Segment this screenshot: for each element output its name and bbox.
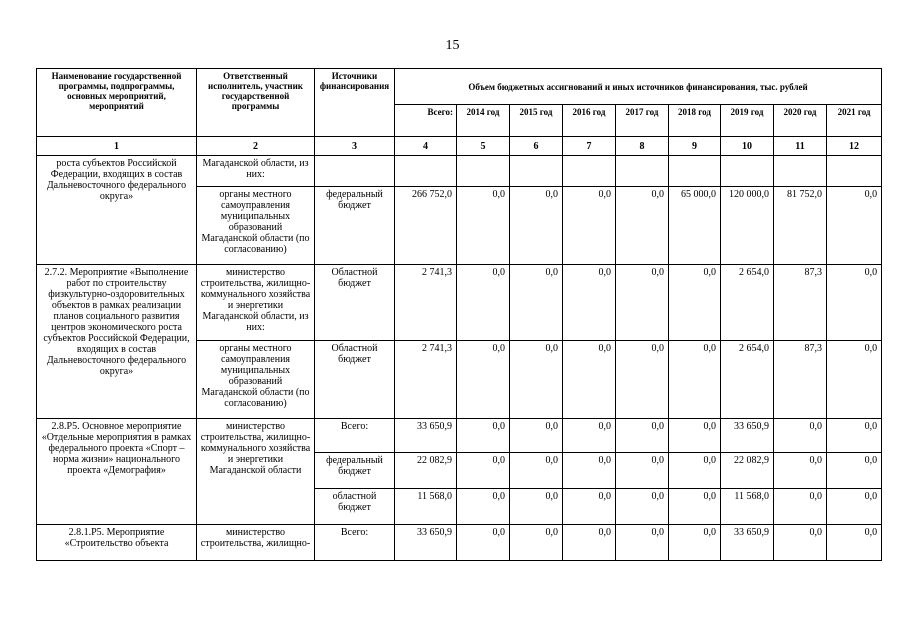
header-year: 2019 год <box>721 105 774 137</box>
budget-table <box>36 68 882 561</box>
row-value: 0,0 <box>669 419 721 453</box>
row-value: 0,0 <box>827 489 882 525</box>
index-cell: 12 <box>827 137 882 156</box>
row-source: Областной бюджет <box>315 265 395 341</box>
row-name: 2.8.1.Р5. Мероприятие «Строительство объекта <box>37 525 197 561</box>
row-value: 0,0 <box>616 419 669 453</box>
row-value: 2 654,0 <box>721 341 774 419</box>
table-row <box>37 419 882 453</box>
row-source: Областной бюджет <box>315 341 395 419</box>
index-cell: 7 <box>563 137 616 156</box>
row-executor: органы местного самоуправления муниципальных образований Магаданской области (по согласованию) <box>197 341 315 419</box>
row-value: 0,0 <box>827 525 882 561</box>
row-value: 0,0 <box>669 265 721 341</box>
index-cell: 9 <box>669 137 721 156</box>
index-cell: 2 <box>197 137 315 156</box>
row-value <box>721 156 774 187</box>
row-value: 81 752,0 <box>774 187 827 265</box>
row-value: 0,0 <box>563 265 616 341</box>
row-total: 33 650,9 <box>395 525 457 561</box>
header-volume: Объем бюджетных ассигнований и иных источников финансирования, тыс. рублей <box>395 69 882 105</box>
row-value: 0,0 <box>827 187 882 265</box>
row-value: 65 000,0 <box>669 187 721 265</box>
row-source <box>315 156 395 187</box>
row-value: 22 082,9 <box>721 453 774 489</box>
row-value: 0,0 <box>510 525 563 561</box>
row-executor: министерство строительства, жилищно-коммунального хозяйства и энергетики Магаданской области, из них: <box>197 265 315 341</box>
row-value: 0,0 <box>457 187 510 265</box>
row-value: 0,0 <box>827 341 882 419</box>
row-source: областной бюджет <box>315 489 395 525</box>
row-value: 0,0 <box>510 187 563 265</box>
header-year: 2018 год <box>669 105 721 137</box>
row-executor: органы местного самоуправления муниципальных образований Магаданской области (по согласованию) <box>197 187 315 265</box>
row-value <box>457 156 510 187</box>
row-value: 120 000,0 <box>721 187 774 265</box>
index-cell: 5 <box>457 137 510 156</box>
index-cell: 3 <box>315 137 395 156</box>
row-value: 33 650,9 <box>721 419 774 453</box>
index-cell: 1 <box>37 137 197 156</box>
index-cell: 4 <box>395 137 457 156</box>
row-value <box>827 156 882 187</box>
table-row <box>37 265 882 341</box>
row-value: 0,0 <box>510 341 563 419</box>
index-cell: 8 <box>616 137 669 156</box>
row-value: 0,0 <box>510 489 563 525</box>
row-value: 0,0 <box>563 453 616 489</box>
row-value: 0,0 <box>827 419 882 453</box>
row-value: 0,0 <box>457 419 510 453</box>
index-cell: 6 <box>510 137 563 156</box>
row-value: 0,0 <box>457 525 510 561</box>
header-executor: Ответственный исполнитель, участник государственной программы <box>197 69 315 137</box>
row-value: 0,0 <box>774 525 827 561</box>
page-number: 15 <box>445 38 460 53</box>
row-value: 87,3 <box>774 265 827 341</box>
row-value: 0,0 <box>774 453 827 489</box>
row-value: 0,0 <box>616 187 669 265</box>
header-year: 2021 год <box>827 105 882 137</box>
row-value: 0,0 <box>616 341 669 419</box>
row-value: 11 568,0 <box>721 489 774 525</box>
header-year: 2015 год <box>510 105 563 137</box>
row-value: 0,0 <box>457 489 510 525</box>
row-total: 2 741,3 <box>395 341 457 419</box>
row-value: 2 654,0 <box>721 265 774 341</box>
row-value <box>774 156 827 187</box>
row-value <box>669 156 721 187</box>
row-total: 33 650,9 <box>395 419 457 453</box>
row-total: 11 568,0 <box>395 489 457 525</box>
row-value: 0,0 <box>563 419 616 453</box>
row-value: 0,0 <box>774 419 827 453</box>
row-executor: министерство строительства, жилищно- <box>197 525 315 561</box>
row-source: Всего: <box>315 525 395 561</box>
row-value: 0,0 <box>669 341 721 419</box>
row-value: 0,0 <box>669 525 721 561</box>
header-year: 2017 год <box>616 105 669 137</box>
row-value: 0,0 <box>616 489 669 525</box>
row-value: 0,0 <box>827 265 882 341</box>
header-year: 2016 год <box>563 105 616 137</box>
row-name: 2.7.2. Мероприятие «Выполнение работ по строительству физкультурно-оздоровительных объектов в рамках реализации планов социального развития центров экономического роста субъектов Российской Федерации, входящих в состав Дальневосточного федерального округа» <box>37 265 197 419</box>
row-value: 0,0 <box>827 453 882 489</box>
table-row <box>37 156 882 187</box>
row-total: 2 741,3 <box>395 265 457 341</box>
row-value: 0,0 <box>563 187 616 265</box>
row-total: 22 082,9 <box>395 453 457 489</box>
header-name: Наименование государственной программы, подпрограммы, основных мероприятий, мероприятий <box>37 69 197 137</box>
row-source: федеральный бюджет <box>315 453 395 489</box>
header-source: Источники финансирования <box>315 69 395 137</box>
row-value: 0,0 <box>563 341 616 419</box>
row-value: 0,0 <box>510 419 563 453</box>
row-value: 0,0 <box>669 489 721 525</box>
row-executor: министерство строительства, жилищно-коммунального хозяйства и энергетики Магаданской области <box>197 419 315 525</box>
header-year: 2020 год <box>774 105 827 137</box>
row-name: 2.8.Р5. Основное мероприятие «Отдельные мероприятия в рамках федерального проекта «Спорт – норма жизни» национального проекта «Демография» <box>37 419 197 525</box>
row-total: 266 752,0 <box>395 187 457 265</box>
row-executor: Магаданской области, из них: <box>197 156 315 187</box>
row-value: 0,0 <box>563 525 616 561</box>
row-value: 33 650,9 <box>721 525 774 561</box>
row-value: 0,0 <box>457 453 510 489</box>
row-value: 0,0 <box>457 341 510 419</box>
header-year: 2014 год <box>457 105 510 137</box>
row-value: 0,0 <box>563 489 616 525</box>
row-value: 0,0 <box>616 453 669 489</box>
row-value: 87,3 <box>774 341 827 419</box>
row-value <box>616 156 669 187</box>
index-cell: 10 <box>721 137 774 156</box>
row-value: 0,0 <box>616 265 669 341</box>
row-value: 0,0 <box>616 525 669 561</box>
row-value: 0,0 <box>669 453 721 489</box>
row-source: Всего: <box>315 419 395 453</box>
row-value: 0,0 <box>510 453 563 489</box>
row-value <box>563 156 616 187</box>
header-total: Всего: <box>395 105 457 137</box>
row-value <box>510 156 563 187</box>
index-cell: 11 <box>774 137 827 156</box>
row-value: 0,0 <box>510 265 563 341</box>
table-row <box>37 525 882 561</box>
row-name: роста субъектов Российской Федерации, входящих в состав Дальневосточного федерального округа» <box>37 156 197 265</box>
row-total <box>395 156 457 187</box>
row-value: 0,0 <box>774 489 827 525</box>
row-source: федеральный бюджет <box>315 187 395 265</box>
row-value: 0,0 <box>457 265 510 341</box>
